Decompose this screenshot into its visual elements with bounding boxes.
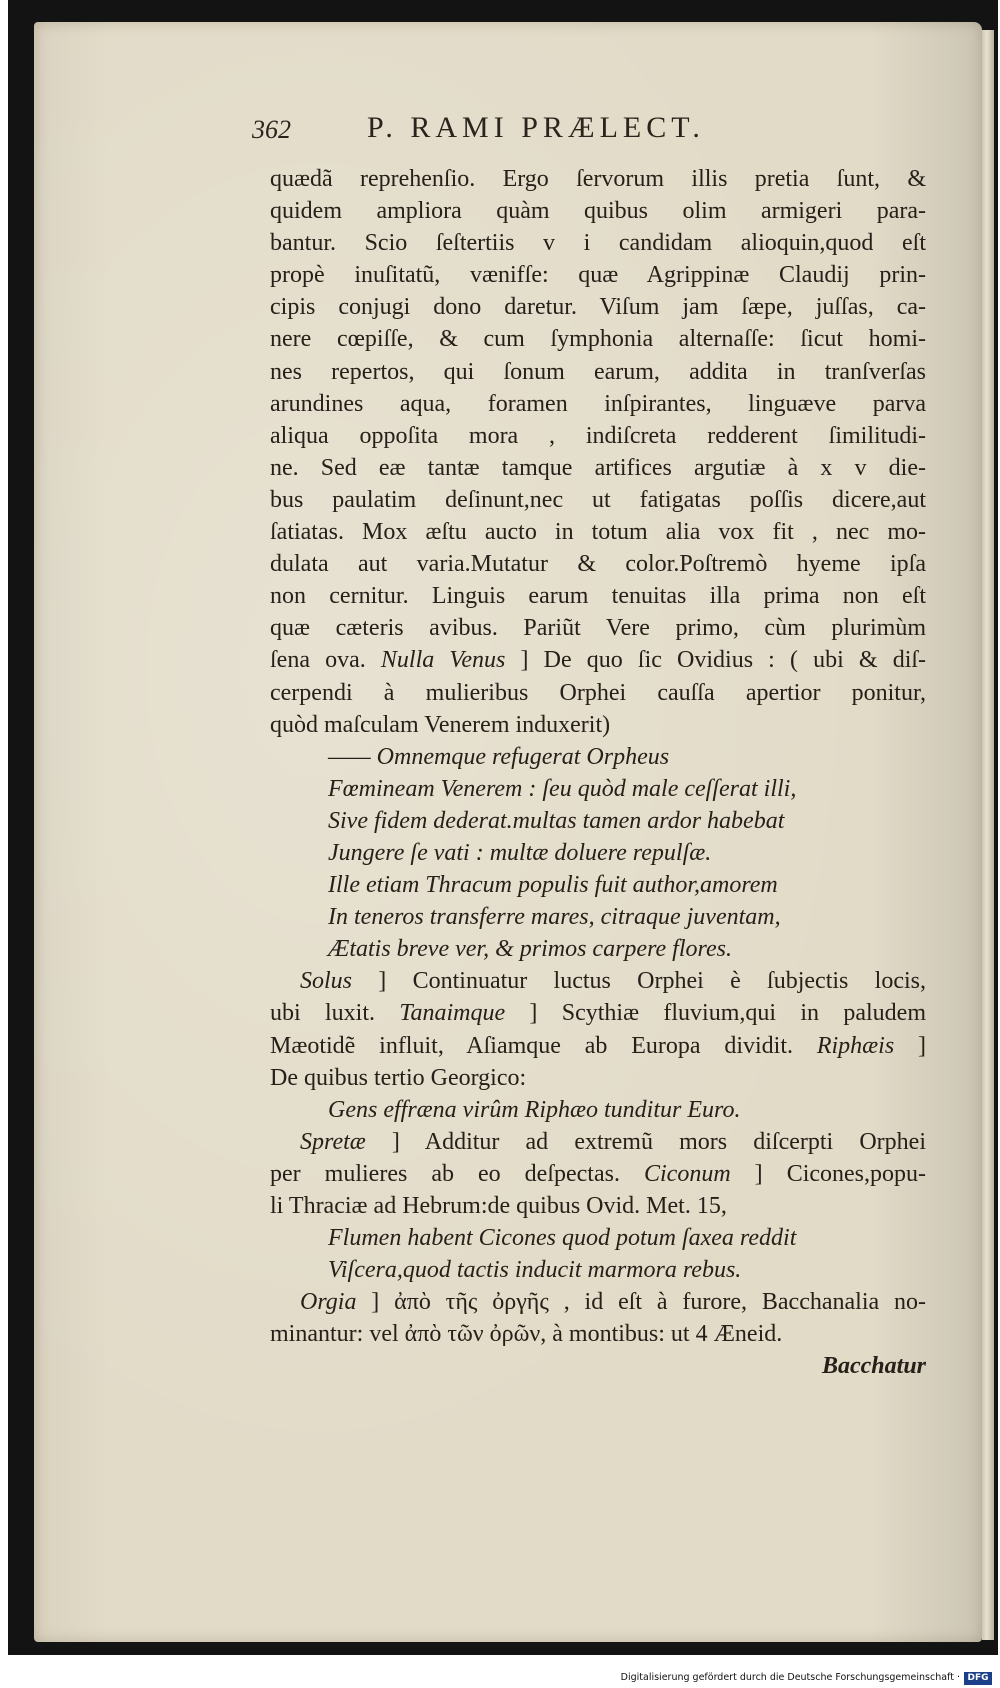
text-line [270,516,926,548]
verse-line [270,805,926,837]
lemma: Nulla Venus [380,647,506,674]
text-line [270,965,926,997]
text-segment: bus paulatim deſinunt,nec ut fatigatas poſſis dicere,aut [270,486,926,513]
text-line [270,548,926,580]
text-segment: Mæotidẽ influit, Aſiamque ab Europa dividit. [270,1032,817,1059]
text-segment: Ætatis breve ver, & primos carpere flores. [328,936,732,963]
body-text [270,163,926,1383]
text-line [270,323,926,355]
text-segment: ] Continuatur luctus Orphei è ſubjectis locis, [352,968,926,995]
lemma: Ciconum [643,1160,731,1187]
text-segment: De quibus tertio Georgico: [270,1064,527,1091]
text-segment: nere cœpiſſe, & cum ſymphonia alternaſſe: ſicut homi- [270,326,926,353]
text-segment: ] Additur ad extremũ mors diſcerpti Orphei [365,1128,926,1155]
verse-line [270,837,926,869]
text-segment: ] [894,1032,926,1059]
text-segment: —— Omnemque refugerat Orpheus [328,743,670,770]
text-segment: quòd maſculam Venerem induxerit) [270,711,611,738]
page-edge [982,30,994,1640]
text-segment: Bacchatur [821,1353,926,1380]
verse-line [270,741,926,773]
text-segment: quædã reprehenſio. Ergo ſervorum illis pretia ſunt, & [270,166,926,192]
text-segment: ] Scythiæ fluvium,qui in paludem [505,1000,927,1027]
text-line [270,1158,926,1190]
text-segment: ubi luxit. [270,1000,400,1027]
lemma: Riphæis [816,1032,895,1059]
text-segment: aliqua oppoſita mora , indiſcreta redderent ſimilitudi- [270,422,926,449]
verse-line [270,869,926,901]
text-segment: quæ cæteris avibus. Pariũt Vere primo, cùm plurimùm [270,615,926,642]
text-line [270,388,926,420]
catchword [270,1350,926,1382]
text-segment: li Thraciæ ad Hebrum:de quibus Ovid. Met. 15, [270,1193,727,1219]
text-segment: dulata aut varia.Mutatur & color.Poſtremò hyeme ipſa [270,551,926,578]
text-segment: cerpendi à mulieribus Orphei cauſſa apertior ponitur, [270,679,926,706]
page-number: 362 [252,115,291,144]
text-segment: Viſcera,quod tactis inducit marmora rebus. [328,1257,742,1284]
text-segment: ] De quo ſic Ovidius : ( ubi & diſ- [505,647,927,674]
text-line [270,163,926,195]
text-segment: Sive fidem dederat.multas tamen ardor habebat [328,807,785,834]
text-segment: cipis conjugi dono daretur. Viſum jam ſæpe, juſſas, ca- [270,294,926,321]
text-segment: per mulieres ab eo deſpectas. [270,1160,644,1187]
text-segment: Flumen habent Cicones quod potum ſaxea reddit [328,1225,797,1252]
text-segment: arundines aqua, foramen inſpirantes, linguæve parva [270,390,926,417]
footer [0,1670,1000,1688]
lemma: Spretæ [300,1128,366,1155]
text-line [270,580,926,612]
verse-line [270,1254,926,1286]
text-segment: ] Cicones,popu- [730,1160,927,1187]
verse-line [270,901,926,933]
text-line [270,1286,926,1318]
text-line [270,644,926,676]
text-line [270,709,926,741]
text-line [270,677,926,709]
text-segment: ] ἀπὸ τῆς ὀργῆς , id eſt à furore, Bacchanalia no- [356,1289,926,1316]
text-line [270,1190,926,1222]
text-line [270,1030,926,1062]
text-line [270,1062,926,1094]
text-segment: minantur: vel ἀπὸ τῶν ὀρῶν, à montibus: ut 4 Æneid. [270,1321,783,1348]
verse-line [270,1094,926,1126]
verse-line [270,1222,926,1254]
text-line [270,259,926,291]
text-segment: ſena ova. [270,647,381,674]
lemma: Tanaimque [399,1000,506,1027]
text-line [270,997,926,1029]
text-line [270,1126,926,1158]
page-header [252,111,812,151]
text-segment: propè inuſitatũ, vænifſe: quæ Agrippinæ Claudij prin- [270,262,926,289]
dfg-logo: DFG [964,1672,992,1685]
text-segment: Jungere ſe vati : multæ doluere repulſæ. [328,839,712,866]
lemma: Solus [300,968,353,995]
text-segment: In teneros transferre mares, citraque juventam, [328,904,781,931]
text-line [270,356,926,388]
text-line [270,227,926,259]
verse-line [270,773,926,805]
text-segment: nes repertos, qui ſonum earum, addita in tranſverſas [270,358,926,385]
text-segment: Fœmineam Venerem : ſeu quòd male ceſſerat illi, [328,775,797,802]
text-segment: ſatiatas. Mox æſtu aucto in totum alia vox fit , nec mo- [270,519,926,546]
text-segment: Gens effræna virûm Riphæo tunditur Euro. [328,1096,741,1123]
text-line [270,1318,926,1350]
text-segment: ne. Sed eæ tantæ tamque artifices argutiæ à x v die- [270,454,926,481]
text-segment: bantur. Scio ſeſtertiis v i candidam alioquin,quod eſt [270,230,926,257]
running-head: P. RAMI PRÆLECT. [367,111,705,144]
text-segment: quidem ampliora quàm quibus olim armigeri para- [270,198,926,225]
text-line [270,452,926,484]
text-line [270,420,926,452]
verse-line [270,933,926,965]
lemma: Orgia [300,1289,357,1316]
text-segment: non cernitur. Linguis earum tenuitas illa prima non eſt [270,583,926,610]
text-line [270,612,926,644]
text-line [270,291,926,323]
text-line [270,484,926,516]
text-line [270,195,926,227]
text-segment: Ille etiam Thracum populis fuit author,amorem [328,872,778,899]
footer-credit: Digitalisierung gefördert durch die Deutsche Forschungsgemeinschaft · [620,1672,960,1683]
